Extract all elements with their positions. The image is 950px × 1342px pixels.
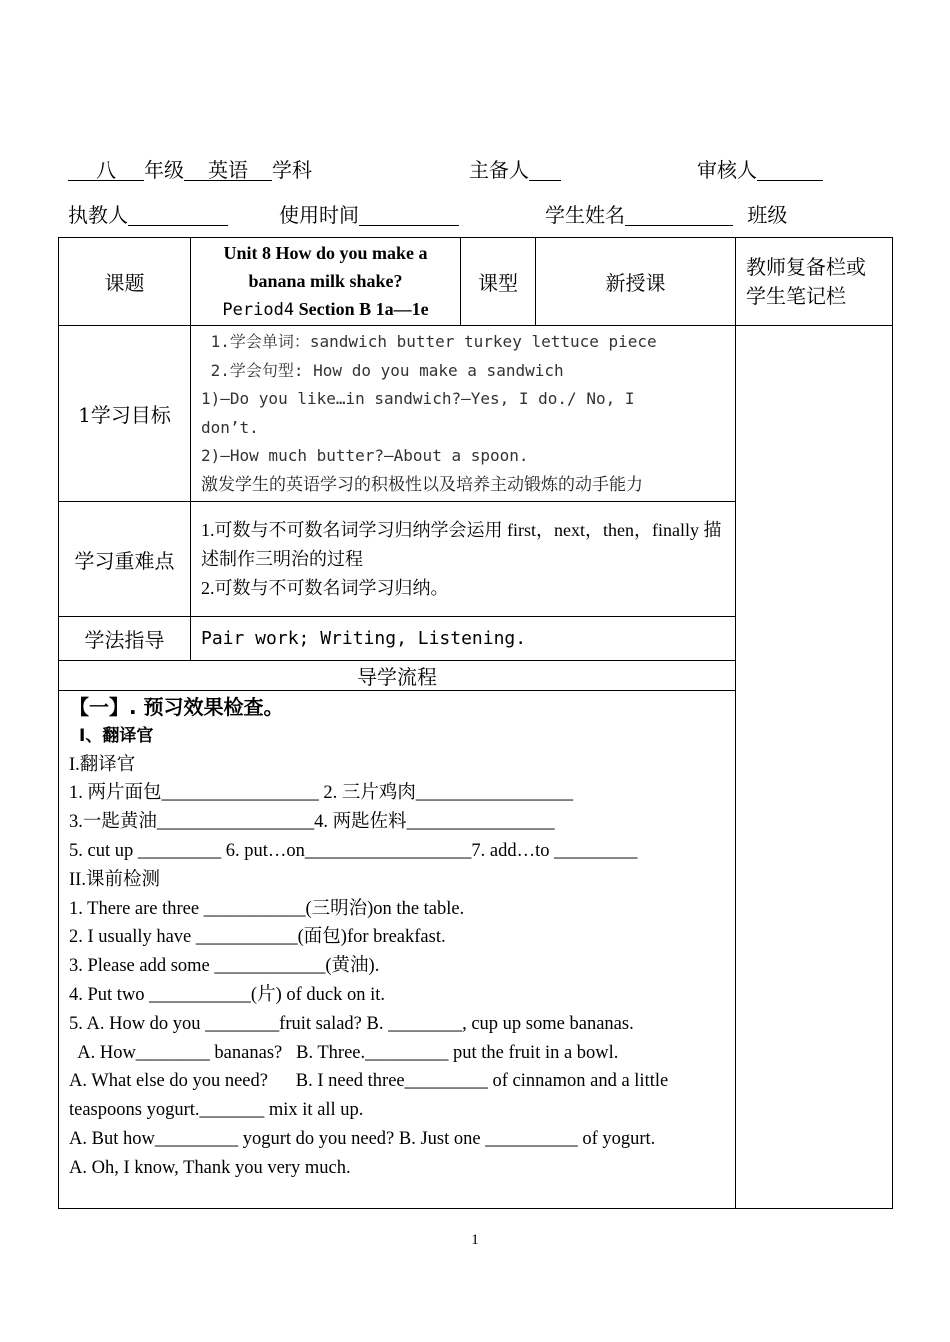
preparer-blank [529,160,561,181]
content-line: 5. A. How do you ________fruit salad? B. ________, cup up some bananas. [69,1013,634,1034]
content-line: 1. 两片面包_________________ 2. 三片鸡肉_________________ [69,783,574,804]
content-line: teaspoons yogurt._______ mix it all up. [69,1100,364,1121]
topic-line-1: Unit 8 How do you make a [223,243,428,263]
reviewer-blank [757,160,823,181]
content-line: 1. There are three ___________(三明治)on the table. [69,898,465,919]
reviewer-field [697,154,823,183]
goal-line: 激发学生的英语学习的积极性以及培养主动锻炼的动手能力 [201,474,643,495]
topic-label: 课题 [59,238,191,326]
student-label: 学生姓名 [545,203,625,227]
goals-label: 1学习目标 [59,326,191,502]
teacher-field [68,199,228,228]
content-line: A. How________ bananas? B. Three._________ put the fruit in a bowl. [69,1042,619,1063]
time-blank [359,205,459,226]
type-value: 新授课 [536,238,736,326]
flow-label: 导学流程 [59,661,736,691]
subject-label: 学科 [272,158,312,182]
student-blank [625,205,733,226]
difficulty-line: 1.可数与不可数名词学习归纳学会运用 first，next，then，finally 描述制作三明治的过程 [201,519,722,569]
goal-line: 1.学会单词：sandwich butter turkey lettuce piece [201,332,657,351]
topic-value [191,238,461,326]
time-field [279,199,459,228]
grade-value: 八 [68,160,144,181]
goal-line: don’t. [201,417,259,437]
page-number: 1 [471,1232,479,1248]
preparer-label: 主备人 [469,158,529,182]
teacher-blank [128,205,228,226]
type-label: 课型 [461,238,536,326]
content-line: I.翻译官 [69,754,136,775]
header-line-1 [68,154,312,183]
goal-line: 1)—Do you like…in sandwich?—Yes, I do./ No, I [201,389,635,408]
grade-label: 年级 [144,158,184,182]
content-line: A. What else do you need? B. I need three_________ of cinnamon and a little [69,1071,669,1092]
goals-content [191,326,736,502]
teacher-label: 执教人 [68,203,128,227]
content-line: A. Oh, I know, Thank you very much. [69,1157,351,1178]
method-label: 学法指导 [59,617,191,661]
notes-column [736,326,893,1209]
difficulty-content [191,502,736,617]
time-label: 使用时间 [279,203,359,227]
content-line: II.课前检测 [69,869,160,890]
content-line: A. But how_________ yogurt do you need? B. Just one __________ of yogurt. [69,1128,656,1149]
notes-label [736,238,893,326]
topic-period: Period4 [222,300,295,320]
lesson-plan-table [58,237,893,1209]
goal-line: 2.学会句型: How do you make a sandwich [201,360,564,380]
preparer-field [469,154,561,183]
content-line: 2. I usually have ___________(面包)for breakfast. [69,927,446,948]
subsection-heading: I、翻译官 [79,725,154,746]
content-line: 3. Please add some ____________(黄油). [69,956,380,977]
worksheet-content [59,691,736,1209]
section-heading: 【一】. 预习效果检查。 [69,695,284,719]
difficulty-label: 学习重难点 [59,502,191,617]
difficulty-line: 2.可数与不可数名词学习归纳。 [201,577,449,598]
topic-section: Section B 1a—1e [298,299,429,319]
goal-line: 2)—How much butter?—About a spoon. [201,446,529,465]
content-line: 4. Put two ___________(片) of duck on it. [69,984,386,1005]
notes-label-text: 教师复备栏或学生笔记栏 [746,254,866,308]
content-line: 3.一匙黄油_________________4. 两匙佐料________________ [69,812,555,833]
method-value: Pair work; Writing, Listening. [191,617,736,661]
content-line: 5. cut up _________ 6. put…on__________________7. add…to _________ [69,840,638,861]
subject-value: 英语 [184,160,272,181]
class-label: 班级 [747,203,788,227]
topic-line-2: banana milk shake? [248,271,403,291]
student-field [545,199,787,228]
reviewer-label: 审核人 [697,158,757,182]
